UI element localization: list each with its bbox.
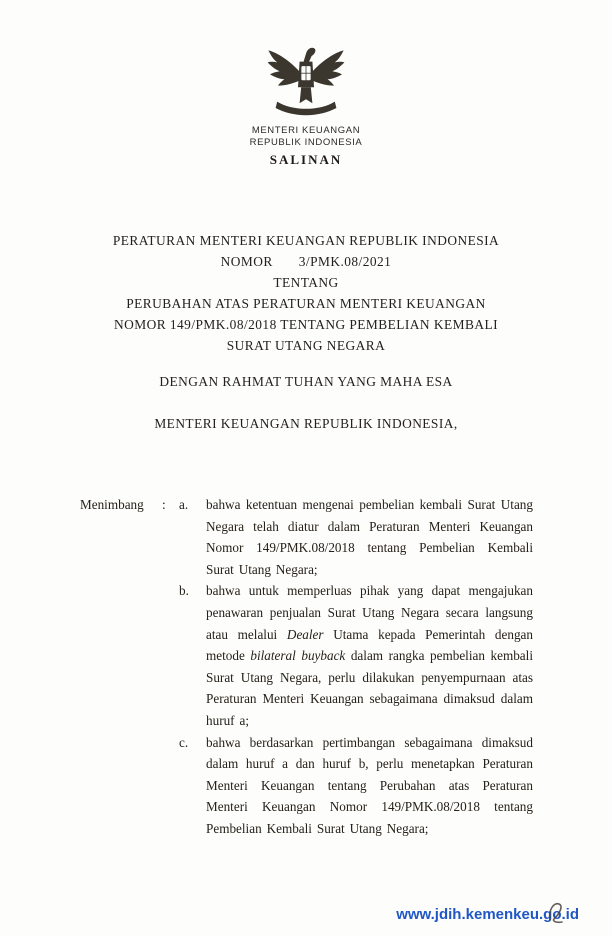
menimbang-label: Menimbang (80, 497, 144, 512)
item-label: a. (179, 497, 189, 512)
handwritten-mark (544, 898, 570, 930)
consideration-item-b (179, 580, 533, 731)
authority-line: MENTERI KEUANGAN REPUBLIK INDONESIA, (154, 416, 458, 431)
menimbang-colon: : (162, 497, 166, 512)
nomor-value: 3/PMK.08/2021 (298, 254, 392, 269)
item-text-part: dalam rangka pembelian kembali Surat Utang Negara, perlu dilakukan penyempurnaan atas Peraturan Menteri Keuangan sebagaimana dimaksud dalam huruf a; (206, 648, 533, 728)
invocation-line: DENGAN RAHMAT TUHAN YANG MAHA ESA (159, 374, 453, 389)
item-text-part: bahwa berdasarkan pertimbangan sebagaimana dimaksud dalam huruf a dan huruf b, perlu menetapkan Peraturan Menteri Keuangan tentang Perubahan atas Peraturan Menteri Keuangan Nomor 149/PMK.08/2018 tentang Pembelian Kembali Surat Utang Negara; (206, 734, 533, 836)
letterhead-ministry: MENTERI KEUANGAN (251, 125, 361, 136)
jdih-watermark-url: www.jdih.kemenkeu.go.id (396, 906, 579, 923)
regulation-title-block (0, 230, 612, 356)
regulation-subject-line2: NOMOR 149/PMK.08/2018 TENTANG PEMBELIAN KEMBALI (114, 317, 498, 332)
item-text (206, 580, 533, 731)
regulation-title-line: PERATURAN MENTERI KEUANGAN REPUBLIK INDONESIA (112, 233, 500, 248)
regulation-subject-line1: PERUBAHAN ATAS PERATURAN MENTERI KEUANGAN (126, 296, 486, 311)
garuda-pancasila-emblem (265, 36, 347, 124)
tentang-label: TENTANG (273, 275, 339, 290)
letterhead-country: REPUBLIK INDONESIA (249, 136, 363, 148)
item-text-part: bahwa untuk memperluas pihak yang dapat mengajukan penawaran penjualan Surat Utang Negara secara langsung atau melalui (206, 583, 533, 642)
item-text-part-italic: bilateral buyback (250, 648, 346, 664)
regulation-number-line (0, 251, 612, 272)
item-label: b. (179, 583, 189, 599)
consideration-item-a (179, 494, 533, 580)
copy-stamp-label: SALINAN (269, 152, 343, 167)
consideration-item-c (179, 732, 533, 840)
considerations-section (80, 494, 533, 840)
item-text-part-italic: Dealer (286, 626, 324, 642)
item-label: c. (179, 734, 189, 750)
item-text-part: bahwa ketentuan mengenai pembelian kembali Surat Utang Negara telah diatur dalam Peraturan Menteri Keuangan Nomor 149/PMK.08/2018 tentang Pembelian Kembali Surat Utang Negara; (206, 497, 533, 577)
considerations-items (179, 494, 533, 840)
letterhead (0, 125, 612, 148)
item-text (206, 494, 533, 580)
regulation-subject-line3: SURAT UTANG NEGARA (226, 338, 386, 353)
item-text (206, 732, 533, 840)
nomor-label: NOMOR (220, 254, 273, 269)
item-text-part: Utama kepada Pemerintah dengan metode (206, 626, 533, 664)
garuda-icon (265, 36, 347, 124)
